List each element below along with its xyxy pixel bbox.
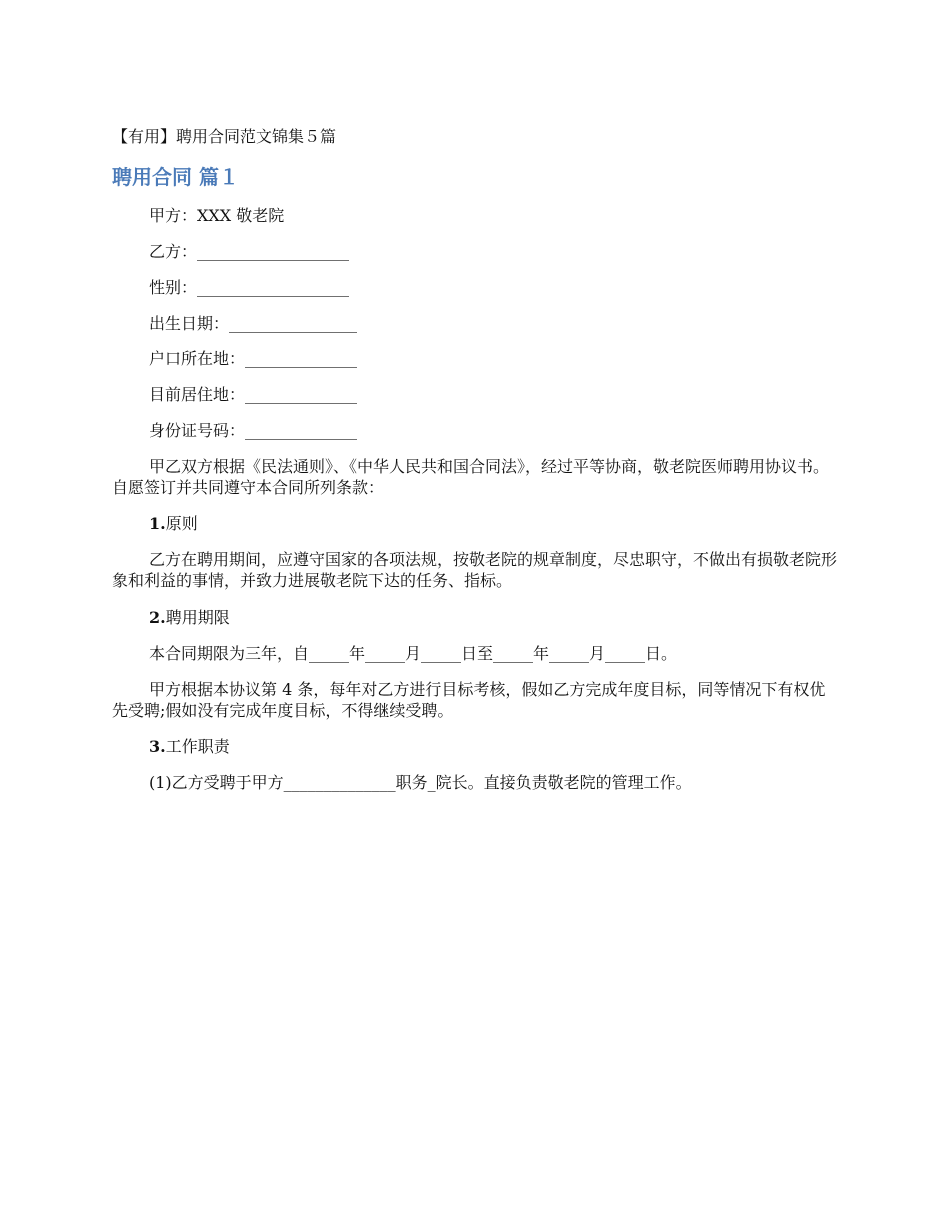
party-a-value: XXX 敬老院: [197, 206, 285, 225]
id-number-line: [112, 420, 838, 441]
party-a-label: 甲方：: [149, 206, 198, 225]
section-2-title: 聘用期限: [165, 608, 230, 627]
section-1-heading: [112, 513, 838, 534]
intro-paragraph: 甲乙双方根据《民法通则》、《中华人民共和国合同法》，经过平等协商，敬老院医师聘用协议书。自愿签订并共同遵守本合同所列条款：: [112, 457, 830, 497]
party-a-line: [112, 205, 838, 226]
gender-line: [112, 277, 838, 298]
gender-label: 性别：: [149, 278, 198, 297]
section-3-title: 工作职责: [165, 737, 230, 756]
section-3-heading: [112, 736, 838, 757]
assessment-paragraph: 甲方根据本协议第 4 条，每年对乙方进行目标考核，假如乙方完成年度目标，同等情况下有权优先受聘;假如没有完成年度目标，不得继续受聘。: [112, 680, 826, 720]
birth-line: [112, 313, 838, 334]
residence-blank: ______________: [245, 385, 358, 404]
gender-blank: ___________________: [197, 278, 350, 297]
hukou-label: 户口所在地：: [149, 349, 246, 368]
party-b-label: 乙方：: [149, 242, 198, 261]
id-number-label: 身份证号码：: [149, 421, 246, 440]
residence-line: [112, 384, 838, 405]
party-b-line: [112, 241, 838, 262]
birth-label: 出生日期：: [149, 314, 230, 333]
party-b-blank: ___________________: [197, 242, 350, 261]
residence-label: 目前居住地：: [149, 385, 246, 404]
hukou-blank: ______________: [245, 349, 358, 368]
birth-blank: ________________: [229, 314, 358, 333]
section-2-number: 2.: [149, 608, 166, 627]
duty-paragraph: (1)乙方受聘于甲方______________职务_院长。直接负责敬老院的管理工作。: [149, 773, 692, 792]
section-3-number: 3.: [149, 737, 166, 756]
hukou-line: [112, 348, 838, 369]
section-1-paragraph: 乙方在聘用期间，应遵守国家的各项法规，按敬老院的规章制度，尽忠职守，不做出有损敬老院形象和利益的事情，并致力进展敬老院下达的任务、指标。: [112, 550, 838, 590]
section-2-heading: [112, 607, 838, 628]
document-title: 【有用】聘用合同范文锦集５篇: [112, 127, 337, 146]
term-paragraph: 本合同期限为三年，自_____年_____月_____日至_____年_____月_____日。: [149, 644, 678, 663]
id-number-blank: ______________: [245, 421, 358, 440]
section-1-title: 原则: [165, 514, 198, 533]
section-heading: 聘用合同 篇１: [112, 165, 239, 189]
section-1-number: 1.: [149, 514, 166, 533]
